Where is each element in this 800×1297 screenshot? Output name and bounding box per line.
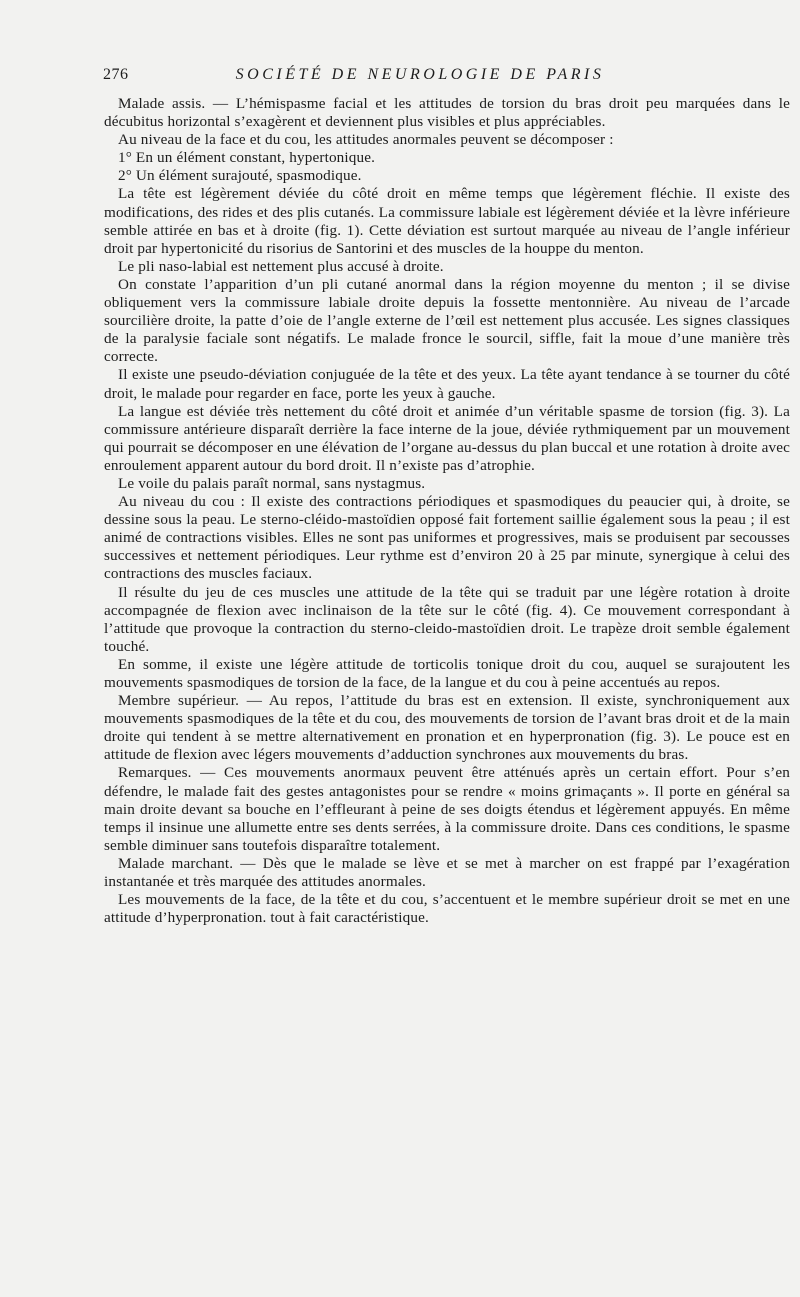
paragraph: Le pli naso-labial est nettement plus accusé à droite. bbox=[118, 257, 444, 275]
paragraph: On constate l’apparition d’un pli cutané anormal dans la région moyenne du menton ; il se divise obliquement vers la commissure labiale droite depuis la fossette mentonnière. Au niveau de l’arcade sourcilière droite, la patte d’oie de l’angle externe de l’œil est nettement plus accusée. Les signes classiques de la paralysie faciale sont négatifs. Le malade fronce le sourcil, siffle, fait la moue d’une manière très correcte. bbox=[104, 275, 790, 366]
paragraph: Il existe une pseudo-déviation conjuguée de la tête et des yeux. La tête ayant tendance à se tourner du côté droit, le malade pour regarder en face, porte les yeux à gauche. bbox=[104, 366, 790, 402]
paragraph: Au niveau du cou : Il existe des contractions périodiques et spasmodiques du peaucier qui, à droite, se dessine sous la peau. Le sterno-cléido-mastoïdien opposé fait fortement saillie également sous la peau ; il est animé de contractions visibles. Elles ne sont pas uniformes et progressives, mais se produisent par secousses successives et nettement périodiques. Leur rythme est d’environ 20 à 25 par minute, synergique à celui des contractions des muscles faciaux. bbox=[104, 493, 790, 583]
paragraph: Il résulte du jeu de ces muscles une attitude de la tête qui se traduit par une légère rotation à droite accompagnée de flexion avec inclinaison de la tête sur le côté (fig. 4). Ce mouvement correspondant à l’attitude que provoque la contraction du sterno-cleido-mastoïdien droit. Le trapèze droit semble également touché. bbox=[104, 583, 790, 655]
paragraph: 2° Un élément surajouté, spasmodique. bbox=[118, 167, 362, 185]
paragraph: Remarques. — Ces mouvements anormaux peuvent être atténués après un certain effort. Pour s’en défendre, le malade fait des gestes antagonistes pour se rendre « moins grimaçants ». Il porte en général sa main droite devant sa bouche en l’effleurant à peine de ses doigts étendus et légèrement appuyés. En même temps il insinue une allumette entre ses dents serrées, à la commissure droite. Dans ces conditions, le spasme semble diminuer sans toutefois disparaître totalement. bbox=[104, 764, 790, 854]
paragraph: Malade assis. — L’hémispasme facial et les attitudes de torsion du bras droit peu marquées dans le décubitus horizontal s’exagèrent et deviennent plus visibles et plus appréciables. bbox=[104, 95, 790, 131]
page-number: 276 bbox=[103, 66, 129, 83]
paragraph: Au niveau de la face et du cou, les attitudes anormales peuvent se décomposer : bbox=[118, 131, 614, 149]
paragraph: Membre supérieur. — Au repos, l’attitude du bras est en extension. Il existe, synchroniquement aux mouvements spasmodiques de la tête et du cou, des mouvements de torsion de l’avant bras droit et de la main droite qui tendent à se mettre alternativement en pronation et en hyperpronation (fig. 3). Le pouce est en attitude de flexion avec légers mouvements d’adduction synchrones aux mouvements du bras. bbox=[104, 692, 790, 764]
paragraph: Les mouvements de la face, de la tête et du cou, s’accentuent et le membre supérieur droit se met en une attitude d’hyperpronation. tout à fait caractéristique. bbox=[104, 891, 790, 927]
body-text bbox=[104, 95, 790, 927]
page-header bbox=[0, 60, 800, 90]
paragraph: Malade marchant. — Dès que le malade se lève et se met à marcher on est frappé par l’exagération instantanée et très marquée des attitudes anormales. bbox=[104, 854, 790, 891]
paragraph: En somme, il existe une légère attitude de torticolis tonique droit du cou, auquel se surajoutent les mouvements spasmodiques de torsion de la face, de la langue et du cou à peine accentués au repos. bbox=[104, 655, 790, 691]
paragraph: La langue est déviée très nettement du côté droit et animée d’un véritable spasme de torsion (fig. 3). La commissure antérieure disparaît derrière la face interne de la joue, déviée rythmiquement par un mouvement qui pourrait se décomposer en une élévation de l’organe au-dessus du plan buccal et une rotation à droite avec enroulement apparent autour du bord droit. Il n’existe pas d’atrophie. bbox=[104, 402, 790, 474]
running-head: SOCIÉTÉ DE NEUROLOGIE DE PARIS bbox=[235, 66, 605, 83]
paragraph: Le voile du palais paraît normal, sans nystagmus. bbox=[118, 474, 426, 492]
paragraph: La tête est légèrement déviée du côté droit en même temps que légèrement fléchie. Il existe des modifications, des rides et des plis cutanés. La commissure labiale est légèrement déviée et la lèvre inférieure semble attirée en bas et à droite (fig. 1). Cette déviation est surtout marquée au niveau de l’angle inférieur droit par hypertonicité du risorius de Santorini et des muscles de la houppe du menton. bbox=[104, 185, 790, 257]
paragraph: 1° En un élément constant, hypertonique. bbox=[118, 149, 376, 167]
